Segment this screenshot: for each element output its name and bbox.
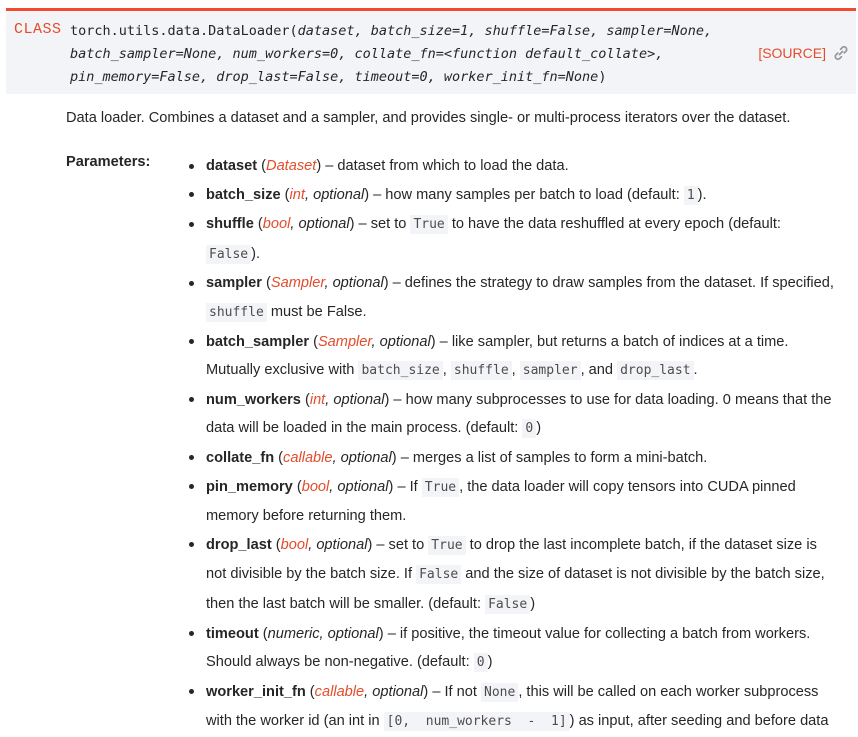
param-name: dataset (206, 158, 258, 174)
optional-label: optional (340, 449, 392, 466)
paren-close: ) (349, 216, 355, 233)
param-desc: Should always be non-negative. (default: (206, 654, 474, 671)
inline-code: shuffle (451, 361, 512, 380)
type-link-sampler[interactable]: Sampler (317, 333, 372, 350)
param-name: batch_sampler (206, 333, 310, 350)
param-name: shuffle (206, 216, 254, 233)
link-icon[interactable] (832, 44, 850, 62)
default-code: 0 (474, 653, 488, 672)
paren-open: ( (305, 683, 315, 700)
type-link-int[interactable]: int (309, 391, 326, 408)
optional-label: optional (337, 478, 389, 495)
paren-open: ( (300, 391, 310, 408)
param-desc: to drop the last incomplete batch, if the dataset size is (465, 536, 817, 553)
param-desc-end: ) (487, 654, 493, 671)
paren-close: ) (383, 275, 389, 292)
paren-close: ) (388, 478, 394, 495)
param-pin-memory-cont (206, 502, 846, 531)
signature-params-1: dataset, batch_size=1, shuffle=False, sampler=None, (297, 23, 713, 39)
param-name: worker_init_fn (206, 683, 306, 700)
param-name: num_workers (206, 391, 301, 408)
param-drop-last-cont-2 (206, 590, 846, 620)
param-name: collate_fn (206, 449, 275, 466)
type-sep: , (290, 216, 299, 233)
inline-code: True (422, 478, 459, 497)
inline-code: drop_last (617, 361, 693, 380)
param-collate-fn (206, 444, 846, 473)
type-sep: , (325, 391, 334, 408)
type-link-dataset[interactable]: Dataset (266, 158, 317, 174)
param-sampler-cont (206, 298, 846, 328)
paren-open: ( (257, 158, 267, 174)
type-sep: , (332, 449, 341, 466)
optional-label: optional (327, 625, 379, 642)
class-label: CLASS (14, 21, 62, 38)
paren-open: ( (274, 449, 284, 466)
optional-label: optional (298, 216, 350, 233)
param-batch-size (206, 181, 846, 211)
signature-line-2: batch_sampler=None, num_workers=0, collate_fn=<function default_collate>, (70, 46, 664, 62)
param-desc-end: ) (530, 595, 536, 612)
signature-params-3: pin_memory=False, drop_last=False, timeout=0, worker_init_fn=None (70, 69, 599, 85)
type-sep: , (308, 536, 317, 553)
param-desc: to have the data reshuffled at every epoch (default: (447, 216, 781, 233)
type-link-bool[interactable]: bool (262, 216, 291, 233)
param-desc: – defines the strategy to draw samples from the dataset. If specified, (388, 275, 834, 292)
default-code: 0 (522, 419, 536, 438)
parameter-list (206, 152, 846, 737)
type-sep: , (324, 275, 333, 292)
type-link-bool[interactable]: bool (280, 536, 309, 553)
type-link-callable[interactable]: callable (283, 449, 333, 466)
inline-code: batch_size (358, 361, 442, 380)
param-desc: Mutually exclusive with (206, 362, 359, 379)
param-desc-end: ). (251, 245, 261, 262)
param-num-workers (206, 386, 846, 415)
param-desc: – if positive, the timeout value for collecting a batch from workers. (383, 625, 811, 642)
paren-close: ) (378, 625, 384, 642)
param-desc: – If not (428, 683, 482, 700)
type-sep: , (319, 625, 328, 642)
param-sampler (206, 269, 846, 298)
paren-close: ) (430, 333, 436, 350)
type-numeric: numeric (267, 625, 320, 642)
param-timeout (206, 620, 846, 649)
param-desc: memory before returning them. (206, 508, 407, 525)
param-num-workers-cont (206, 414, 846, 444)
param-desc-end: ). (697, 186, 707, 203)
type-sep: , (304, 186, 314, 203)
paren-open: ( (253, 216, 263, 233)
param-worker-init-fn (206, 678, 846, 708)
type-link-bool[interactable]: bool (301, 478, 330, 495)
paren-open: ( (261, 275, 271, 292)
inline-code: None (481, 683, 518, 702)
signature-line-1 (70, 20, 712, 43)
param-desc: , this will be called on each worker subprocess (518, 683, 819, 700)
param-desc-end: ) (536, 420, 542, 437)
inline-code: True (428, 536, 465, 555)
param-desc: – set to (354, 216, 411, 233)
param-name: timeout (206, 625, 259, 642)
optional-label: optional (332, 275, 384, 292)
param-drop-last-cont-1 (206, 560, 846, 590)
param-dataset (206, 152, 846, 181)
optional-label: optional (372, 683, 424, 700)
signature-name: torch.utils.data.DataLoader( (70, 23, 298, 39)
optional-label: optional (333, 391, 385, 408)
param-desc: then the last batch will be smaller. (default: (206, 595, 486, 612)
param-desc: – set to (372, 536, 429, 553)
comma: , (511, 362, 520, 379)
source-link[interactable]: [SOURCE] (758, 45, 826, 61)
param-desc: not divisible by the batch size. If (206, 566, 417, 583)
param-desc: – dataset from which to load the data. (321, 158, 569, 174)
inline-code: False (416, 565, 461, 584)
param-batch-sampler-cont (206, 356, 846, 386)
paren-open: ( (280, 186, 290, 203)
param-desc: – how many subprocesses to use for data loading. 0 means that the (389, 391, 832, 408)
optional-label: optional (316, 536, 368, 553)
param-desc: ) as input, after seeding and before data (569, 713, 829, 730)
signature-block (6, 8, 856, 94)
param-shuffle (206, 210, 846, 240)
inline-code: shuffle (206, 303, 267, 322)
optional-label: optional (313, 186, 365, 203)
default-code: 1 (684, 186, 698, 205)
param-desc: – If (393, 478, 422, 495)
param-desc: data will be loaded in the main process. (default: (206, 420, 523, 437)
type-sep: , (364, 683, 373, 700)
paren-open: ( (292, 478, 302, 495)
parameters-label: Parameters: (66, 154, 151, 170)
signature-line-3 (70, 66, 712, 89)
inline-code: True (410, 215, 447, 234)
type-link-sampler[interactable]: Sampler (270, 275, 325, 292)
paren-open: ( (309, 333, 318, 350)
param-drop-last (206, 531, 846, 561)
param-desc: – like sampler, but returns a batch of indices at a time. (435, 333, 789, 350)
param-desc-end: must be False. (266, 303, 367, 320)
comma: , (442, 362, 451, 379)
type-sep: , (329, 478, 338, 495)
type-sep: , (371, 333, 380, 350)
paren-close: ) (423, 683, 429, 700)
type-link-int[interactable]: int (289, 186, 305, 203)
inline-code: sampler (520, 361, 581, 380)
conjunction: , and (580, 362, 618, 379)
paren-open: ( (271, 536, 281, 553)
param-worker-init-fn-cont (206, 707, 846, 737)
param-name: pin_memory (206, 478, 293, 495)
param-batch-sampler (206, 328, 846, 357)
param-timeout-cont (206, 648, 846, 678)
optional-label: optional (379, 333, 431, 350)
param-name: drop_last (206, 536, 272, 553)
default-code: False (485, 595, 530, 614)
param-name: batch_size (206, 186, 281, 203)
paren-close: ) (384, 391, 390, 408)
param-desc: – how many samples per batch to load (default: (369, 186, 684, 203)
description: Data loader. Combines a dataset and a sampler, and provides single- or multi-process iterators over the dataset. (66, 110, 791, 126)
paren-open: ( (258, 625, 268, 642)
signature-close-paren: ) (598, 69, 607, 85)
param-desc-end: . (693, 362, 698, 379)
type-link-callable[interactable]: callable (314, 683, 365, 700)
inline-code: [0, num_workers - 1] (384, 712, 570, 731)
param-pin-memory (206, 473, 846, 503)
param-desc: – merges a list of samples to form a mini-batch. (396, 449, 708, 466)
default-code: False (206, 245, 251, 264)
param-shuffle-cont (206, 240, 846, 270)
param-desc: with the worker id (an int in (206, 713, 384, 730)
signature-text (70, 20, 712, 89)
param-desc: and the size of dataset is not divisible by the batch size, (461, 566, 825, 583)
paren-close: ) (316, 158, 322, 174)
paren-close: ) (364, 186, 370, 203)
paren-close: ) (391, 449, 397, 466)
param-name: sampler (206, 275, 262, 292)
paren-close: ) (367, 536, 373, 553)
param-desc: , the data loader will copy tensors into CUDA pinned (459, 478, 796, 495)
